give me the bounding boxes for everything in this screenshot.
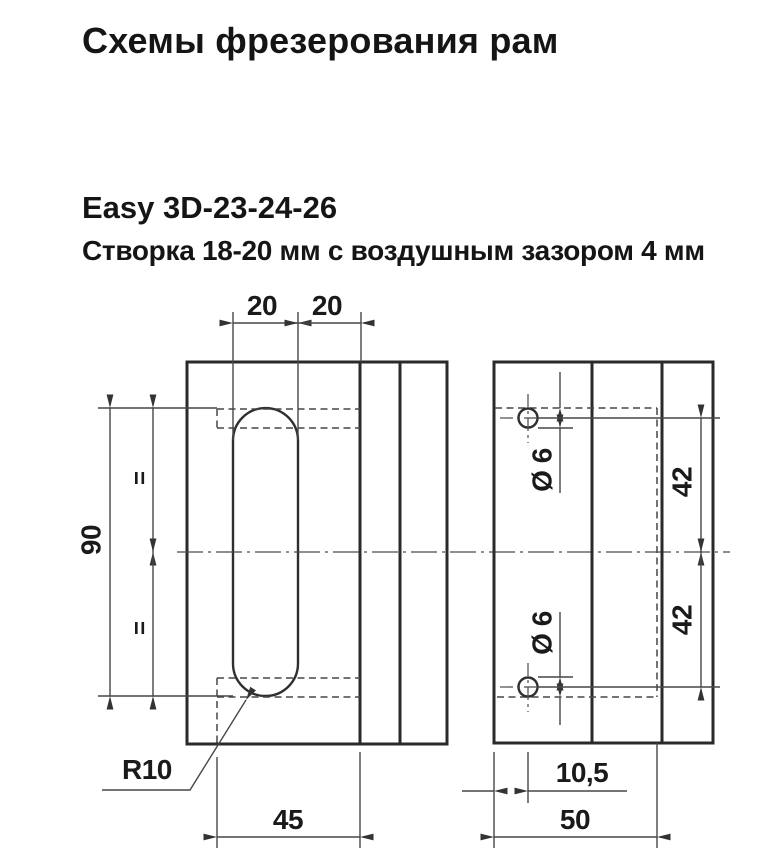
hidden-pocket-lines [217, 409, 360, 744]
dim-label-equal-top: = [126, 470, 154, 486]
side-view [462, 362, 720, 848]
dimension-slot-widths [233, 290, 361, 440]
dim-label-height: 90 [75, 524, 107, 556]
hole-dia-bottom-callout [526, 611, 573, 725]
page-title: Схемы фрезерования рам [82, 20, 559, 61]
front-view [75, 290, 447, 848]
dim-label-equal-bottom: = [126, 620, 154, 636]
dim-label-hole-dia-bottom: Ø 6 [526, 611, 558, 655]
dim-label-spacing-top: 42 [666, 466, 698, 498]
dim-label-side-width: 50 [559, 804, 591, 835]
front-outline [187, 362, 447, 744]
dim-label-hole-dia-top: Ø 6 [526, 448, 558, 492]
dimension-width-45 [217, 752, 360, 848]
side-outline [494, 362, 713, 743]
dim-label-spacing-bottom: 42 [666, 604, 698, 636]
dim-label-slot-to-step: 20 [311, 290, 343, 321]
dim-label-slot-width: 20 [246, 290, 278, 321]
hole-centerlines [500, 394, 536, 712]
dim-label-front-width: 45 [272, 804, 304, 835]
dimension-hole-offset [462, 752, 627, 803]
dim-label-hole-offset: 10,5 [555, 757, 609, 788]
dim-label-radius: R10 [122, 754, 172, 785]
sash-subtitle: Створка 18-20 мм с воздушным зазором 4 мм [82, 235, 705, 266]
model-heading: Easy 3D-23-24-26 [82, 190, 338, 225]
hole-dia-top-callout [526, 372, 573, 493]
